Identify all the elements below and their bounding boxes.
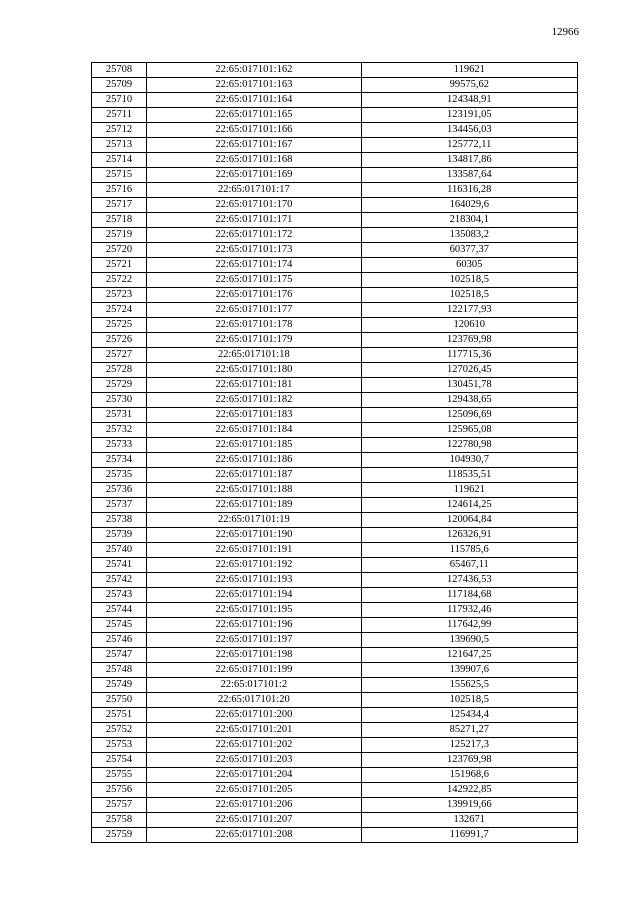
value-cell: 130451,78: [361, 378, 577, 393]
row-number-cell: 25712: [92, 123, 147, 138]
cadastral-number-cell: 22:65:017101:162: [147, 63, 361, 78]
row-number-cell: 25723: [92, 288, 147, 303]
table-row: [92, 318, 578, 333]
page-number: 12966: [551, 26, 579, 38]
row-number-cell: 25718: [92, 213, 147, 228]
value-cell: 125772,11: [361, 138, 577, 153]
row-number-cell: 25741: [92, 558, 147, 573]
table-row: [92, 438, 578, 453]
table-row: [92, 648, 578, 663]
cadastral-number-cell: 22:65:017101:200: [147, 708, 361, 723]
table-row: [92, 753, 578, 768]
cadastral-number-cell: 22:65:017101:191: [147, 543, 361, 558]
cadastral-number-cell: 22:65:017101:204: [147, 768, 361, 783]
cadastral-number-cell: 22:65:017101:20: [147, 693, 361, 708]
row-number-cell: 25729: [92, 378, 147, 393]
cadastral-number-cell: 22:65:017101:173: [147, 243, 361, 258]
row-number-cell: 25730: [92, 393, 147, 408]
value-cell: 164029,6: [361, 198, 577, 213]
row-number-cell: 25713: [92, 138, 147, 153]
table-row: [92, 738, 578, 753]
row-number-cell: 25746: [92, 633, 147, 648]
cadastral-number-cell: 22:65:017101:196: [147, 618, 361, 633]
row-number-cell: 25721: [92, 258, 147, 273]
table-row: [92, 618, 578, 633]
cadastral-number-cell: 22:65:017101:189: [147, 498, 361, 513]
table-row: [92, 558, 578, 573]
row-number-cell: 25731: [92, 408, 147, 423]
table-row: [92, 78, 578, 93]
table-row: [92, 723, 578, 738]
cadastral-number-cell: 22:65:017101:169: [147, 168, 361, 183]
value-cell: 117715,36: [361, 348, 577, 363]
table-row: [92, 708, 578, 723]
cadastral-number-cell: 22:65:017101:197: [147, 633, 361, 648]
value-cell: 102518,5: [361, 273, 577, 288]
row-number-cell: 25710: [92, 93, 147, 108]
value-cell: 116316,28: [361, 183, 577, 198]
row-number-cell: 25749: [92, 678, 147, 693]
value-cell: 102518,5: [361, 288, 577, 303]
value-cell: 60377,37: [361, 243, 577, 258]
table-row: [92, 768, 578, 783]
table-row: [92, 363, 578, 378]
cadastral-number-cell: 22:65:017101:176: [147, 288, 361, 303]
value-cell: 122780,98: [361, 438, 577, 453]
table-row: [92, 303, 578, 318]
row-number-cell: 25757: [92, 798, 147, 813]
row-number-cell: 25711: [92, 108, 147, 123]
cadastral-number-cell: 22:65:017101:184: [147, 423, 361, 438]
row-number-cell: 25717: [92, 198, 147, 213]
table-row: [92, 393, 578, 408]
row-number-cell: 25727: [92, 348, 147, 363]
row-number-cell: 25720: [92, 243, 147, 258]
value-cell: 123769,98: [361, 333, 577, 348]
cadastral-number-cell: 22:65:017101:202: [147, 738, 361, 753]
value-cell: 139919,66: [361, 798, 577, 813]
row-number-cell: 25747: [92, 648, 147, 663]
cadastral-number-cell: 22:65:017101:198: [147, 648, 361, 663]
table-row: [92, 228, 578, 243]
cadastral-number-cell: 22:65:017101:201: [147, 723, 361, 738]
value-cell: 119621: [361, 483, 577, 498]
cadastral-number-cell: 22:65:017101:168: [147, 153, 361, 168]
cadastral-number-cell: 22:65:017101:205: [147, 783, 361, 798]
value-cell: 139907,6: [361, 663, 577, 678]
row-number-cell: 25742: [92, 573, 147, 588]
row-number-cell: 25755: [92, 768, 147, 783]
table-row: [92, 138, 578, 153]
table-row: [92, 798, 578, 813]
row-number-cell: 25709: [92, 78, 147, 93]
value-cell: 142922,85: [361, 783, 577, 798]
value-cell: 133587,64: [361, 168, 577, 183]
cadastral-number-cell: 22:65:017101:186: [147, 453, 361, 468]
table-row: [92, 633, 578, 648]
value-cell: 124614,25: [361, 498, 577, 513]
row-number-cell: 25722: [92, 273, 147, 288]
row-number-cell: 25736: [92, 483, 147, 498]
table-row: [92, 168, 578, 183]
value-cell: 118535,51: [361, 468, 577, 483]
cadastral-number-cell: 22:65:017101:185: [147, 438, 361, 453]
table-row: [92, 693, 578, 708]
value-cell: 119621: [361, 63, 577, 78]
cadastral-number-cell: 22:65:017101:164: [147, 93, 361, 108]
value-cell: 85271,27: [361, 723, 577, 738]
row-number-cell: 25734: [92, 453, 147, 468]
cadastral-number-cell: 22:65:017101:171: [147, 213, 361, 228]
cadastral-number-cell: 22:65:017101:177: [147, 303, 361, 318]
row-number-cell: 25750: [92, 693, 147, 708]
cadastral-number-cell: 22:65:017101:194: [147, 588, 361, 603]
value-cell: 102518,5: [361, 693, 577, 708]
row-number-cell: 25752: [92, 723, 147, 738]
table-row: [92, 198, 578, 213]
row-number-cell: 25714: [92, 153, 147, 168]
row-number-cell: 25745: [92, 618, 147, 633]
table-row: [92, 93, 578, 108]
row-number-cell: 25737: [92, 498, 147, 513]
cadastral-number-cell: 22:65:017101:172: [147, 228, 361, 243]
cadastral-number-cell: 22:65:017101:17: [147, 183, 361, 198]
cadastral-number-cell: 22:65:017101:163: [147, 78, 361, 93]
table-row: [92, 663, 578, 678]
table-row: [92, 423, 578, 438]
cadastral-number-cell: 22:65:017101:2: [147, 678, 361, 693]
cadastral-number-cell: 22:65:017101:178: [147, 318, 361, 333]
value-cell: 122177,93: [361, 303, 577, 318]
cadastral-number-cell: 22:65:017101:207: [147, 813, 361, 828]
table-row: [92, 783, 578, 798]
value-cell: 125434,4: [361, 708, 577, 723]
cadastral-number-cell: 22:65:017101:199: [147, 663, 361, 678]
value-cell: 117642,99: [361, 618, 577, 633]
cadastral-number-cell: 22:65:017101:174: [147, 258, 361, 273]
row-number-cell: 25738: [92, 513, 147, 528]
row-number-cell: 25719: [92, 228, 147, 243]
value-cell: 99575,62: [361, 78, 577, 93]
value-cell: 123769,98: [361, 753, 577, 768]
row-number-cell: 25759: [92, 828, 147, 843]
value-cell: 127026,45: [361, 363, 577, 378]
row-number-cell: 25726: [92, 333, 147, 348]
cadastral-number-cell: 22:65:017101:180: [147, 363, 361, 378]
row-number-cell: 25740: [92, 543, 147, 558]
row-number-cell: 25728: [92, 363, 147, 378]
cadastral-number-cell: 22:65:017101:187: [147, 468, 361, 483]
row-number-cell: 25716: [92, 183, 147, 198]
value-cell: 104930,7: [361, 453, 577, 468]
row-number-cell: 25751: [92, 708, 147, 723]
value-cell: 135083,2: [361, 228, 577, 243]
value-cell: 132671: [361, 813, 577, 828]
table-row: [92, 348, 578, 363]
table-row: [92, 453, 578, 468]
table-row: [92, 483, 578, 498]
value-cell: 125217,3: [361, 738, 577, 753]
row-number-cell: 25743: [92, 588, 147, 603]
row-number-cell: 25756: [92, 783, 147, 798]
row-number-cell: 25739: [92, 528, 147, 543]
value-cell: 125096,69: [361, 408, 577, 423]
value-cell: 134456,03: [361, 123, 577, 138]
table-row: [92, 543, 578, 558]
table-row: [92, 183, 578, 198]
cadastral-number-cell: 22:65:017101:183: [147, 408, 361, 423]
cadastral-number-cell: 22:65:017101:181: [147, 378, 361, 393]
table-row: [92, 378, 578, 393]
cadastral-number-cell: 22:65:017101:206: [147, 798, 361, 813]
cadastral-number-cell: 22:65:017101:175: [147, 273, 361, 288]
cadastral-value-table: [91, 62, 578, 843]
table-row: [92, 123, 578, 138]
table-row: [92, 468, 578, 483]
cadastral-number-cell: 22:65:017101:188: [147, 483, 361, 498]
value-cell: 124348,91: [361, 93, 577, 108]
table-row: [92, 828, 578, 843]
value-cell: 121647,25: [361, 648, 577, 663]
cadastral-number-cell: 22:65:017101:170: [147, 198, 361, 213]
value-cell: 115785,6: [361, 543, 577, 558]
value-cell: 123191,05: [361, 108, 577, 123]
value-cell: 116991,7: [361, 828, 577, 843]
table-row: [92, 603, 578, 618]
cadastral-number-cell: 22:65:017101:19: [147, 513, 361, 528]
row-number-cell: 25748: [92, 663, 147, 678]
table-row: [92, 573, 578, 588]
cadastral-number-cell: 22:65:017101:192: [147, 558, 361, 573]
table-row: [92, 813, 578, 828]
table-row: [92, 213, 578, 228]
cadastral-number-cell: 22:65:017101:165: [147, 108, 361, 123]
value-cell: 127436,53: [361, 573, 577, 588]
table-row: [92, 108, 578, 123]
cadastral-number-cell: 22:65:017101:203: [147, 753, 361, 768]
row-number-cell: 25732: [92, 423, 147, 438]
table-row: [92, 333, 578, 348]
value-cell: 60305: [361, 258, 577, 273]
table-row: [92, 408, 578, 423]
table-body: [92, 63, 578, 843]
row-number-cell: 25758: [92, 813, 147, 828]
table-row: [92, 513, 578, 528]
row-number-cell: 25754: [92, 753, 147, 768]
value-cell: 117932,46: [361, 603, 577, 618]
value-cell: 139690,5: [361, 633, 577, 648]
table-row: [92, 498, 578, 513]
value-cell: 155625,5: [361, 678, 577, 693]
cadastral-number-cell: 22:65:017101:195: [147, 603, 361, 618]
table-row: [92, 153, 578, 168]
cadastral-number-cell: 22:65:017101:193: [147, 573, 361, 588]
value-cell: 125965,08: [361, 423, 577, 438]
row-number-cell: 25744: [92, 603, 147, 618]
table-row: [92, 588, 578, 603]
cadastral-number-cell: 22:65:017101:208: [147, 828, 361, 843]
row-number-cell: 25753: [92, 738, 147, 753]
row-number-cell: 25708: [92, 63, 147, 78]
cadastral-number-cell: 22:65:017101:190: [147, 528, 361, 543]
table-row: [92, 528, 578, 543]
value-cell: 126326,91: [361, 528, 577, 543]
row-number-cell: 25715: [92, 168, 147, 183]
cadastral-number-cell: 22:65:017101:167: [147, 138, 361, 153]
value-cell: 129438,65: [361, 393, 577, 408]
value-cell: 65467,11: [361, 558, 577, 573]
table-row: [92, 243, 578, 258]
value-cell: 151968,6: [361, 768, 577, 783]
table-row: [92, 288, 578, 303]
row-number-cell: 25735: [92, 468, 147, 483]
value-cell: 134817,86: [361, 153, 577, 168]
table-row: [92, 678, 578, 693]
value-cell: 218304,1: [361, 213, 577, 228]
row-number-cell: 25725: [92, 318, 147, 333]
table-row: [92, 63, 578, 78]
value-cell: 117184,68: [361, 588, 577, 603]
row-number-cell: 25724: [92, 303, 147, 318]
value-cell: 120610: [361, 318, 577, 333]
row-number-cell: 25733: [92, 438, 147, 453]
table-row: [92, 258, 578, 273]
value-cell: 120064,84: [361, 513, 577, 528]
cadastral-number-cell: 22:65:017101:166: [147, 123, 361, 138]
cadastral-number-cell: 22:65:017101:18: [147, 348, 361, 363]
cadastral-number-cell: 22:65:017101:182: [147, 393, 361, 408]
table-row: [92, 273, 578, 288]
cadastral-number-cell: 22:65:017101:179: [147, 333, 361, 348]
